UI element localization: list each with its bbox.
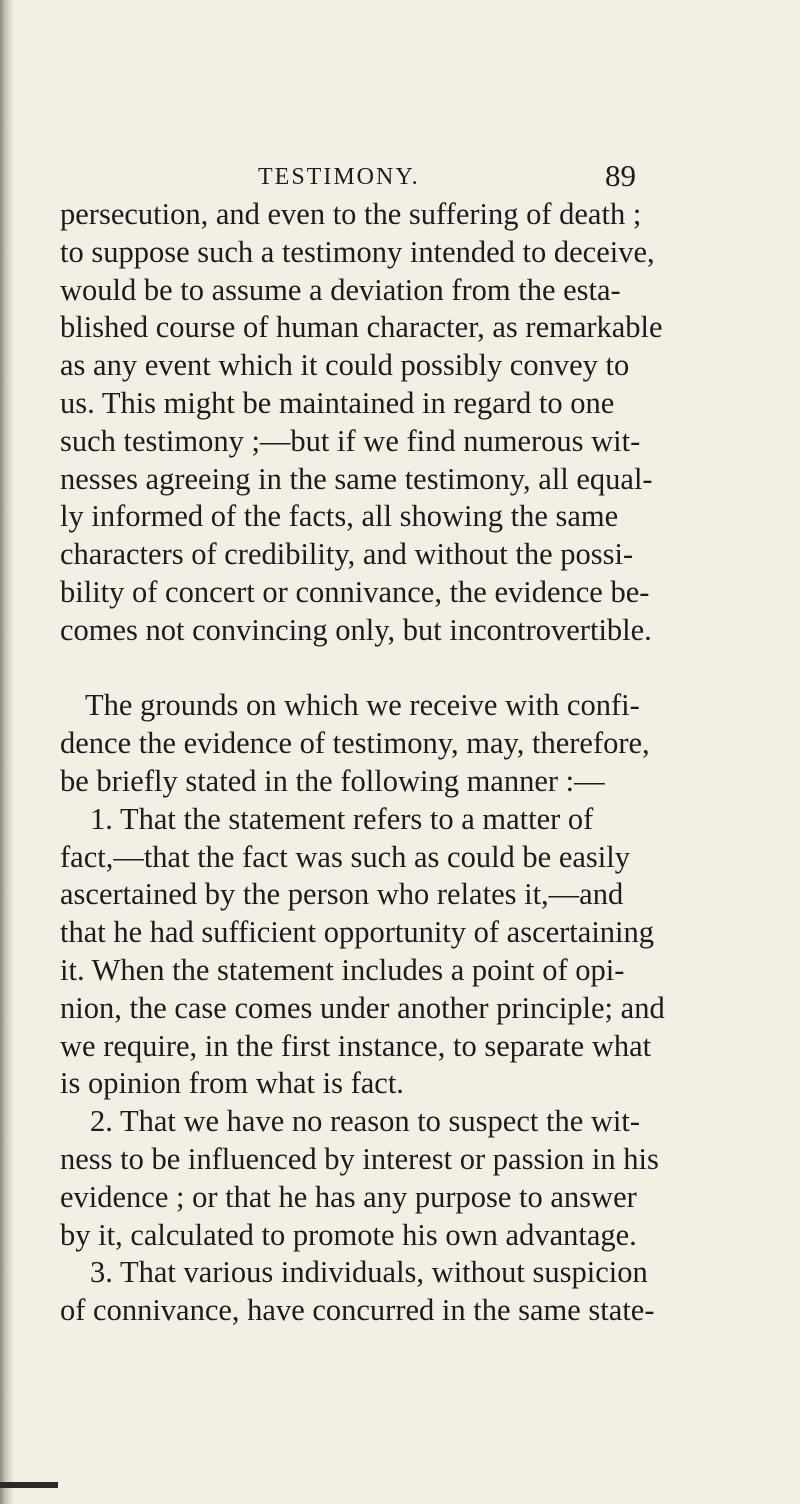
page-number: 89 <box>605 158 636 193</box>
text-line: by it, calculated to promote his own advantage. <box>60 1217 637 1252</box>
text-line: 1. That the statement refers to a matter of <box>90 801 594 836</box>
text-line: 2. That we have no reason to suspect the wit- <box>90 1104 640 1139</box>
text-line: ness to be influenced by interest or passion in his <box>60 1141 659 1176</box>
body-text <box>60 196 760 1330</box>
text-line: comes not convincing only, but incontrovertible. <box>60 612 652 647</box>
text-line: ascertained by the person who relates it,—and <box>60 877 624 912</box>
text-line: it. When the statement includes a point of opi- <box>60 952 625 987</box>
text-line: dence the evidence of testimony, may, therefore, <box>60 726 650 761</box>
text-line: ly informed of the facts, all showing the same <box>60 499 619 534</box>
page-edge-mark <box>0 1482 58 1488</box>
text-line: persecution, and even to the suffering of death ; <box>60 197 642 231</box>
text-line: is opinion from what is fact. <box>60 1066 404 1101</box>
text-line: be briefly stated in the following manner :— <box>60 763 605 798</box>
paragraph-gap <box>60 650 760 688</box>
running-head <box>0 158 800 198</box>
text-line: as any event which it could possibly convey to <box>60 348 630 383</box>
text-line: nion, the case comes under another principle; and <box>60 990 665 1025</box>
text-line: we require, in the first instance, to separate what <box>60 1028 652 1063</box>
text-line: to suppose such a testimony intended to deceive, <box>60 234 655 269</box>
text-line: fact,—that the fact was such as could be easily <box>60 839 630 874</box>
text-line: of connivance, have concurred in the same state- <box>60 1293 655 1328</box>
binding-gutter <box>0 0 14 1504</box>
running-title: TESTIMONY. <box>258 164 420 190</box>
text-line: bility of concert or connivance, the evidence be- <box>60 574 650 609</box>
text-line: that he had sufficient opportunity of ascertaining <box>60 915 655 950</box>
text-line: such testimony ;—but if we find numerous wit- <box>60 423 641 458</box>
text-line: would be to assume a deviation from the esta- <box>60 272 621 307</box>
text-line: us. This might be maintained in regard to one <box>60 385 615 420</box>
text-line: blished course of human character, as remarkable <box>60 310 663 345</box>
text-line: 3. That various individuals, without suspicion <box>90 1255 648 1290</box>
text-line: evidence ; or that he has any purpose to answer <box>60 1179 637 1214</box>
text-line: characters of credibility, and without the possi- <box>60 537 634 572</box>
text-line: The grounds on which we receive with confi- <box>85 688 640 723</box>
text-line: nesses agreeing in the same testimony, all equal- <box>60 461 653 496</box>
